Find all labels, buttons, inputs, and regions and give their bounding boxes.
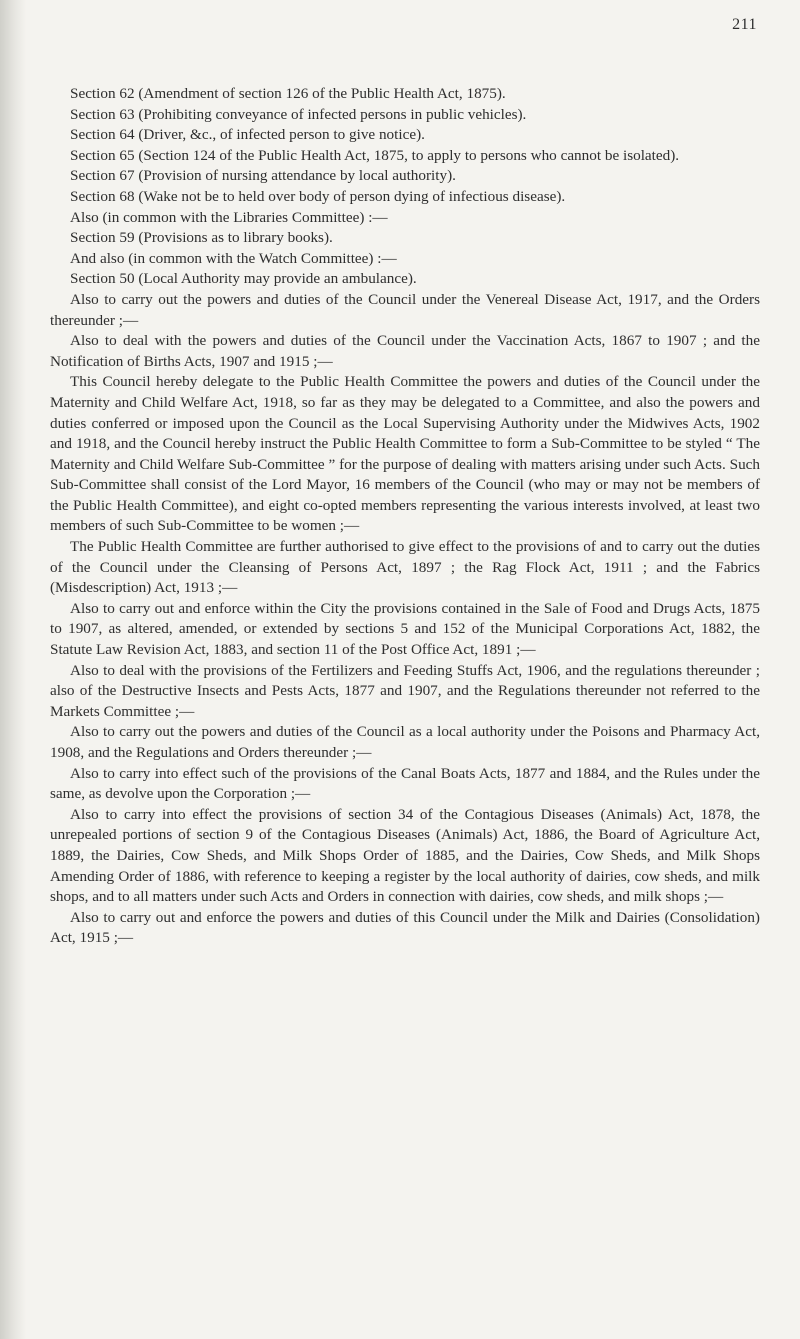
- paragraph-section-67: Section 67 (Provision of nursing attendance by local authority).: [70, 167, 456, 185]
- paragraph-section-65: Section 65 (Section 124 of the Public Health Act, 1875, to apply to persons who cannot be isolated).: [70, 146, 680, 164]
- paragraph-maternity-child-welfare: This Council hereby delegate to the Public Health Committee the powers and duties of the Council under the Maternity and Child Welfare Act, 1918, so far as they may be delegated to a Committee, and also the powers and duties conferred or imposed upon the Council as the Local Supervising Authority under the Midwives Acts, 1902 and 1918, and the Council hereby instruct the Public Health Committee to form a Sub-Committee to be styled “ The Maternity and Child Welfare Sub-Committee ” for the purpose of dealing with matters arising under such Acts. Such Sub-Committee shall consist of the Lord Mayor, 16 members of the Council (who may or may not be members of the Public Health Committee), and eight co-opted members representing the various interests involved, at least two members of such Sub-Committee to be women ;—: [50, 373, 760, 535]
- paragraph-fertilizers: Also to deal with the provisions of the Fertilizers and Feeding Stuffs Act, 1906, and the regulations thereunder ; also of the Destructive Insects and Pests Acts, 1877 and 1907, and the Regulations thereunder not referred to the Markets Committee ;—: [50, 661, 760, 720]
- page-number: 211: [732, 16, 757, 33]
- paragraph-section-68: Section 68 (Wake not be to held over body of person dying of infectious disease).: [70, 187, 566, 205]
- paragraph-venereal-disease: Also to carry out the powers and duties of the Council under the Venereal Disease Act, 1917, and the Orders thereunder ;—: [50, 290, 760, 329]
- paragraph-watch-committee: And also (in common with the Watch Committee) :—: [70, 249, 397, 267]
- paragraph-contagious-diseases: Also to carry into effect the provisions of section 34 of the Contagious Diseases (Animals) Act, 1878, the unrepealed portions of section 9 of the Contagious Diseases (Animals) Act, 1886, the Board of Agriculture Act, 1889, the Dairies, Cow Sheds, and Milk Shops Order of 1885, and the Dairies, Cow Sheds, and Milk Shops Amending Order of 1886, with reference to keeping a register by the local authority of dairies, cow sheds, and milk shops, and to all matters under such Acts and Orders in connection with dairies, cow sheds, and milk shops ;—: [50, 805, 760, 906]
- paragraph-section-64: Section 64 (Driver, &c., of infected person to give notice).: [70, 126, 425, 144]
- paragraph-sale-of-food-drugs: Also to carry out and enforce within the City the provisions contained in the Sale of Food and Drugs Acts, 1875 to 1907, as altered, amended, or extended by sections 5 and 152 of the Municipal Corporations Act, 1882, the Statute Law Revision Act, 1883, and section 11 of the Post Office Act, 1891 ;—: [50, 599, 760, 659]
- paragraph-vaccination: Also to deal with the powers and duties of the Council under the Vaccination Acts, 1867 to 1907 ; and the Notification of Births Acts, 1907 and 1915 ;—: [50, 332, 760, 370]
- paragraph-milk-dairies: Also to carry out and enforce the powers and duties of this Council under the Milk and Dairies (Consolidation) Act, 1915 ;—: [50, 908, 760, 947]
- document-body: [50, 84, 760, 949]
- paragraph-poisons-pharmacy: Also to carry out the powers and duties of the Council as a local authority under the Poisons and Pharmacy Act, 1908, and the Regulations and Orders thereunder ;—: [50, 723, 760, 761]
- paragraph-cleansing-of-persons: The Public Health Committee are further authorised to give effect to the provisions of and to carry out the duties of the Council under the Cleansing of Persons Act, 1897 ; the Rag Flock Act, 1911 ; and the Fabrics (Misdescription) Act, 1913 ;—: [50, 538, 760, 597]
- paragraph-section-50: Section 50 (Local Authority may provide an ambulance).: [70, 270, 417, 288]
- paragraph-section-63: Section 63 (Prohibiting conveyance of infected persons in public vehicles).: [70, 105, 527, 123]
- paragraph-canal-boats: Also to carry into effect such of the provisions of the Canal Boats Acts, 1877 and 1884, and the Rules under the same, as devolve upon the Corporation ;—: [50, 764, 760, 803]
- paragraph-libraries-committee: Also (in common with the Libraries Committee) :—: [70, 208, 388, 226]
- paragraph-section-62: Section 62 (Amendment of section 126 of the Public Health Act, 1875).: [70, 85, 506, 102]
- page-edge-shadow: [0, 0, 26, 1339]
- paragraph-section-59: Section 59 (Provisions as to library books).: [70, 229, 333, 247]
